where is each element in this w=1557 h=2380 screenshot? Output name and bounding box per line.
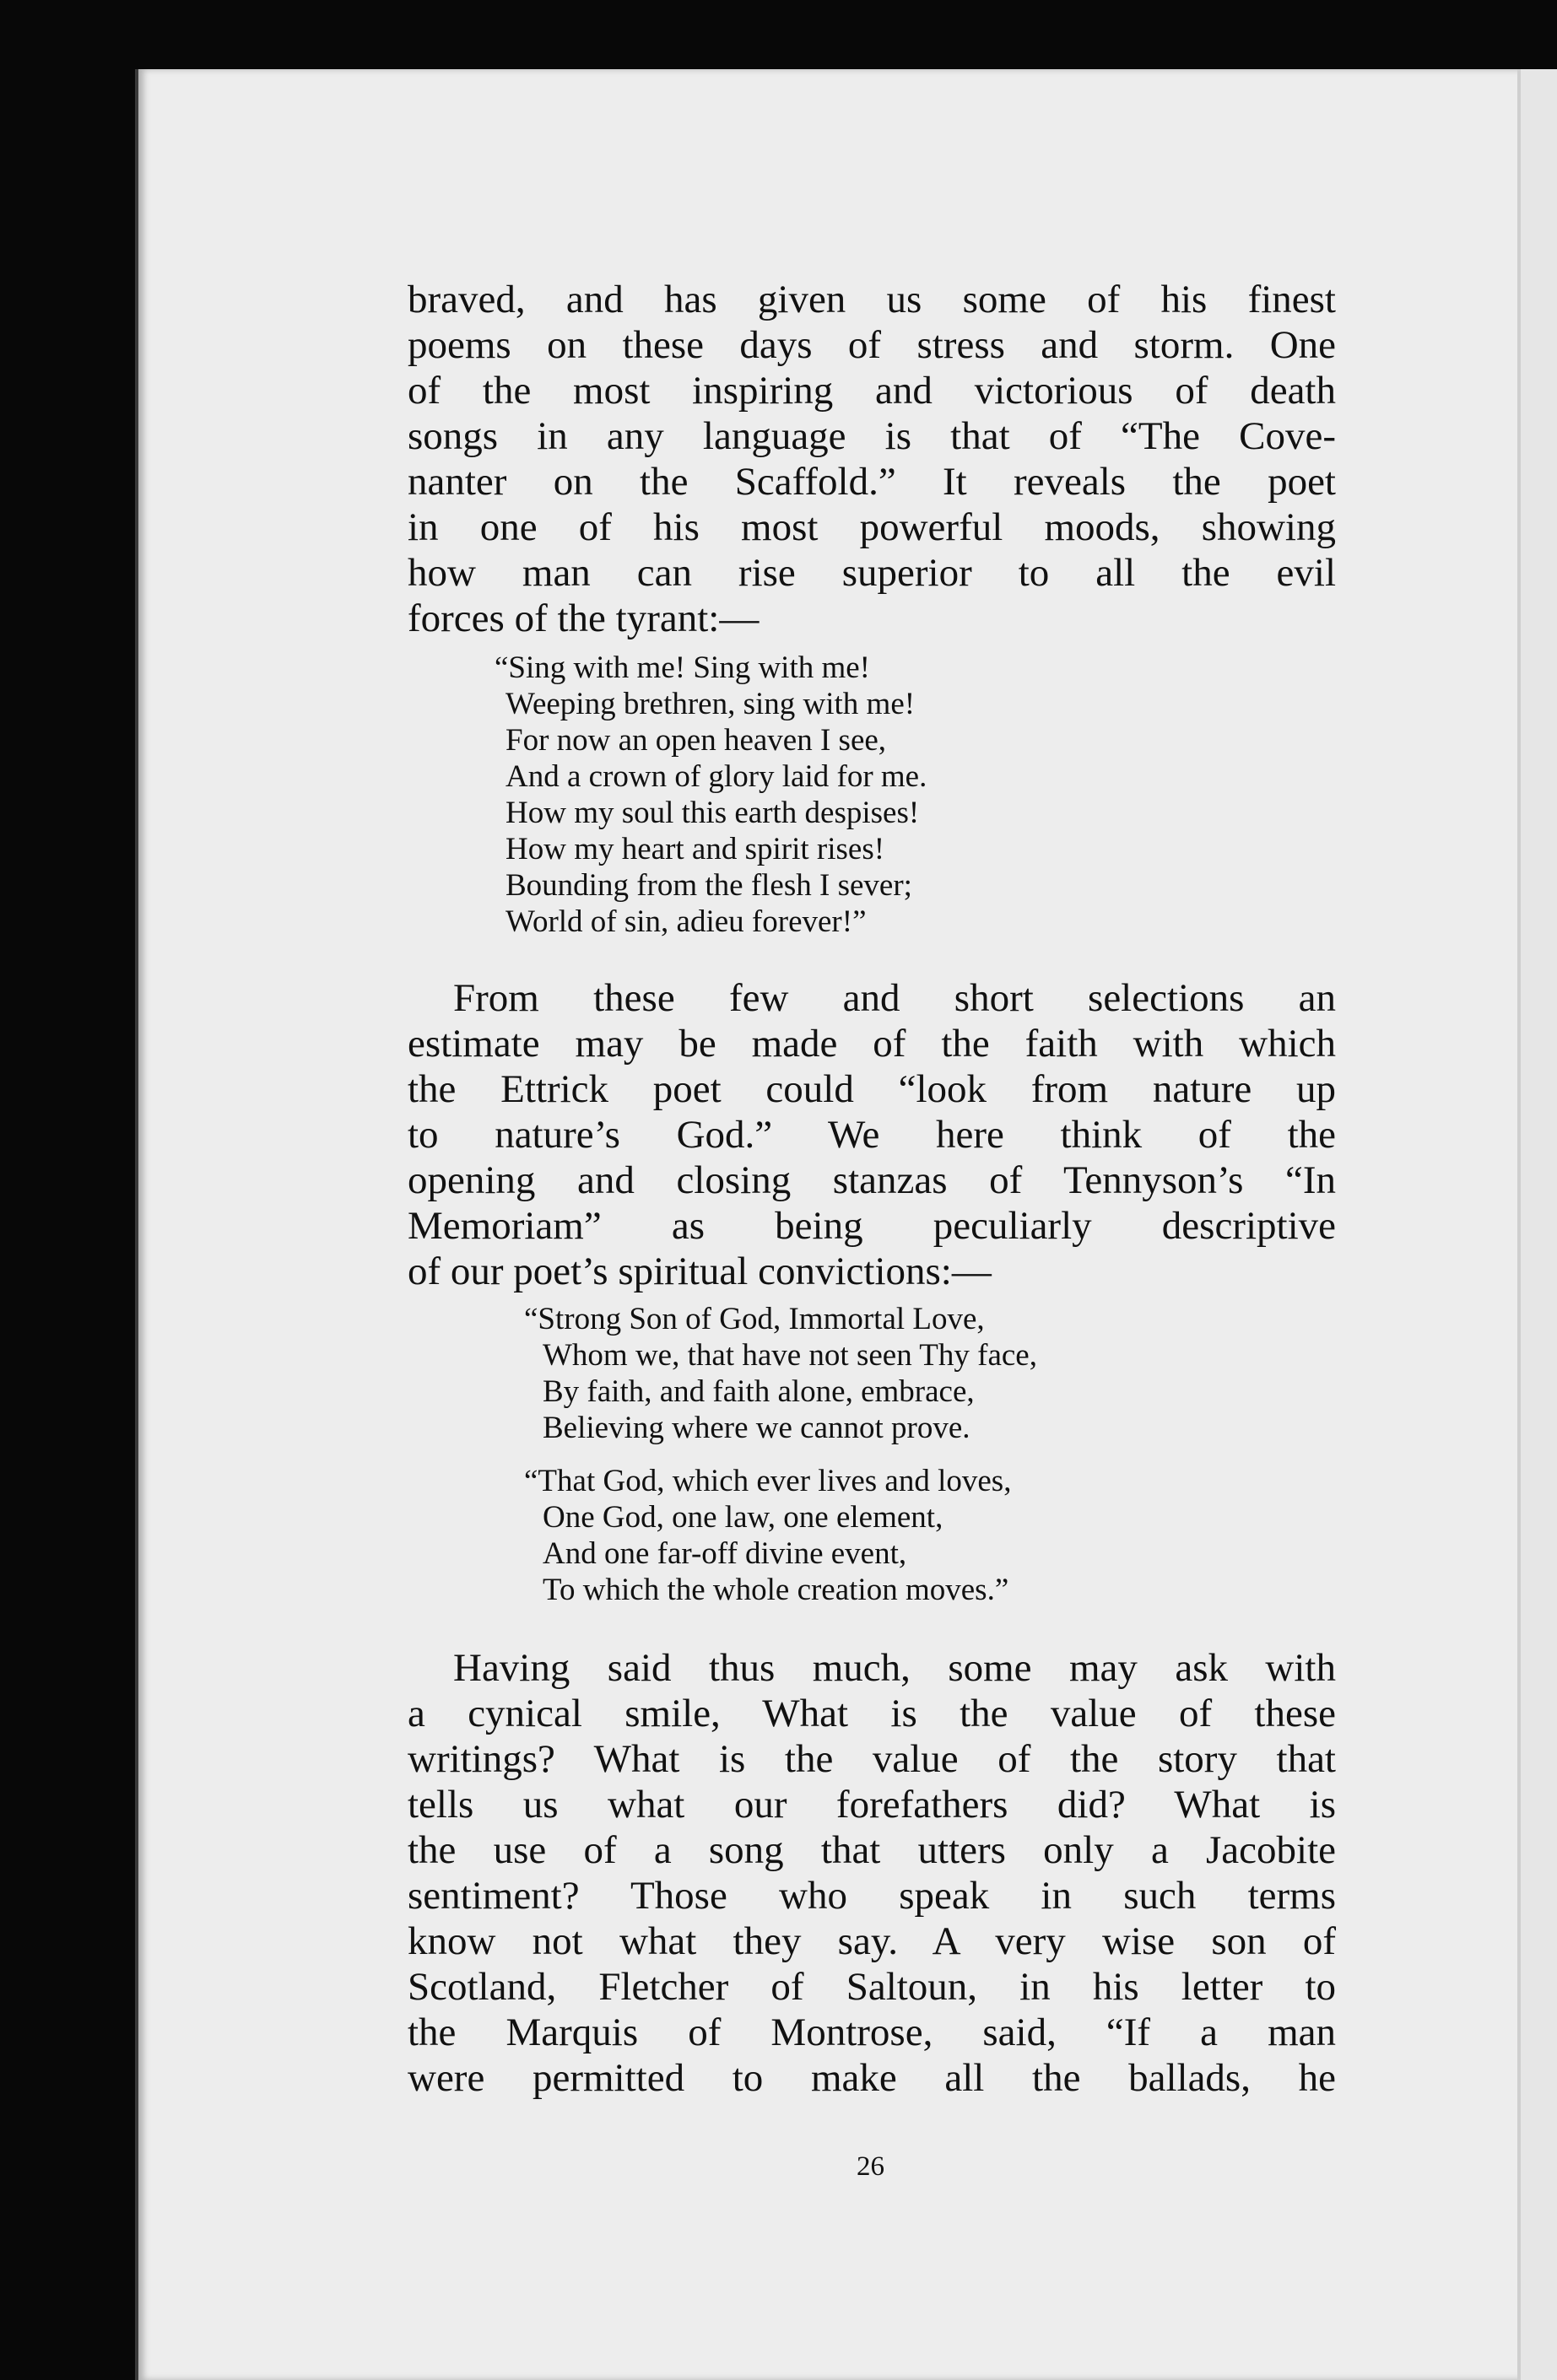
verse-line: By faith, and faith alone, embrace, [543,1374,975,1409]
text-line: were permitted to make all the ballads, he [408,2056,1336,2100]
text-line: poems on these days of stress and storm. One [408,323,1336,367]
text-line: nanter on the Scaffold.” It reveals the poet [408,460,1336,504]
text-line: Memoriam” as being peculiarly descriptive [408,1204,1336,1248]
verse-line: To which the whole creation moves.” [543,1573,1009,1607]
verse-line: Bounding from the flesh I sever; [505,868,912,903]
verse-line: Whom we, that have not seen Thy face, [543,1338,1037,1373]
verse-line: And a crown of glory laid for me. [505,759,927,794]
verse-line: World of sin, adieu forever!” [505,904,867,939]
text-line: the Ettrick poet could “look from nature up [408,1067,1336,1111]
text-line: the Marquis of Montrose, said, “If a man [408,2010,1336,2054]
paragraph-2 [408,975,1336,1294]
verse-line: How my soul this earth despises! [505,796,920,830]
text-line: sentiment? Those who speak in such terms [408,1874,1336,1918]
text-line: Having said thus much, some may ask with [453,1646,1336,1690]
verse-covenanter [495,650,1336,940]
adjacent-page-strip [1521,69,1557,2380]
text-line: how man can rise superior to all the evil [408,551,1336,595]
paragraph-1 [408,277,1336,641]
page-text [408,277,1336,2101]
verse-line: Weeping brethren, sing with me! [505,687,916,721]
text-line: writings? What is the value of the story that [408,1737,1336,1781]
verse-in-memoriam-opening [524,1301,1336,1446]
text-line: Scotland, Fletcher of Saltoun, in his letter to [408,1965,1336,2009]
text-line: From these few and short selections an [453,976,1336,1020]
verse-line: “That God, which ever lives and loves, [524,1464,1012,1498]
verse-in-memoriam-closing [524,1463,1336,1608]
text-line: songs in any language is that of “The Cove- [408,414,1336,458]
text-line: braved, and has given us some of his finest [408,278,1336,321]
text-line: opening and closing stanzas of Tennyson’s “In [408,1158,1336,1202]
text-line: forces of the tyrant:— [408,596,760,640]
verse-line: For now an open heaven I see, [505,723,887,758]
text-line: in one of his most powerful moods, showing [408,505,1336,549]
text-line: of our poet’s spiritual convictions:— [408,1249,992,1293]
text-line: the use of a song that utters only a Jacobite [408,1828,1336,1872]
text-line: estimate may be made of the faith with which [408,1022,1336,1066]
text-line: to nature’s God.” We here think of the [408,1113,1336,1157]
verse-line: And one far-off divine event, [543,1536,907,1571]
text-line: a cynical smile, What is the value of these [408,1692,1336,1735]
text-line: tells us what our forefathers did? What is [408,1783,1336,1827]
text-line: of the most inspiring and victorious of death [408,369,1336,413]
text-line: know not what they say. A very wise son of [408,1919,1336,1963]
verse-line: How my heart and spirit rises! [505,832,885,866]
verse-line: “Sing with me! Sing with me! [495,650,870,685]
verse-line: One God, one law, one element, [543,1500,943,1535]
page-number: 26 [857,2151,884,2182]
paragraph-3 [408,1645,1336,2101]
verse-line: “Strong Son of God, Immortal Love, [524,1302,985,1336]
verse-line: Believing where we cannot prove. [543,1411,970,1445]
